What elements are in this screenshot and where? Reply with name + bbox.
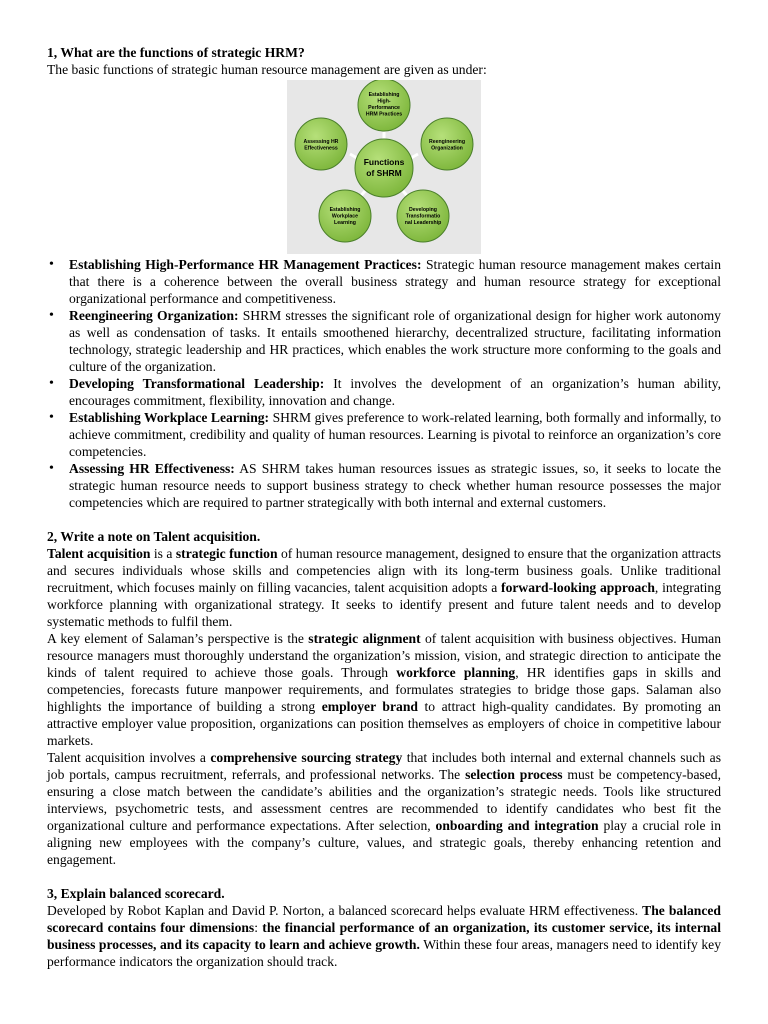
list-item [69, 307, 721, 375]
arrow-right [411, 154, 418, 158]
section1-intro: The basic functions of strategic human resource management are given as under: [47, 62, 487, 77]
bullet-text: It involves the development of an organization’s human ability, encourages commitment, flexibility, innovation and change. [69, 376, 721, 408]
text-run: of human resource management, designed to ensure that the organization attracts and secures individuals whose skills and competencies align with its long-term business goals. Unlike traditional recruitment, which focuses mainly on filling vacancies, talent acquisition adopts a [47, 546, 721, 595]
bold-run: onboarding and integration [435, 818, 599, 833]
node-bottom-right-line1: Developing [409, 207, 437, 213]
list-item [69, 375, 721, 409]
functions-list [47, 256, 721, 511]
bullet-title: Assessing HR Effectiveness: [69, 461, 235, 476]
bold-run: forward-looking approach [501, 580, 655, 595]
bold-run: strategic alignment [308, 631, 421, 646]
list-item [69, 256, 721, 307]
center-label-line2: of SHRM [366, 168, 402, 178]
bullet-text: SHRM stresses the significant role of organizational design for higher work autonomy as well as condensation of tasks. It entails smoothened hierarchy, decentralized structure, facilitating information technology, strategic leadership and HR practices, which enables the work structure more conforming to the goals and culture of the organization. [69, 308, 721, 374]
text-run: is a [150, 546, 176, 561]
bullet-text: SHRM gives preference to work-related learning, both formally and informally, to achieve commitment, credibility and quality of human resources. Learning is pivotal to reinforce an organization’s core competencies. [69, 410, 721, 459]
bold-run: The balanced scorecard contains four dimensions [47, 903, 721, 935]
section2-paragraph-1 [47, 545, 721, 630]
node-bottom-left-line1: Establishing [329, 207, 361, 213]
node-bottom-right-line3: nal Leadership [404, 220, 442, 226]
bullet-text: Strategic human resource management makes certain that there is a coherence between the overall business strategy and human resource strategy for exceptional organizational performance and competitiveness. [69, 257, 721, 306]
node-bottom-right-line2: Transformatio [405, 213, 441, 220]
node-top-line1: Establishing [368, 92, 400, 98]
text-run: , integrating workforce planning with organizational strategy. It seeks to identify present and future talent needs and to develop systematic methods to fulfil them. [47, 580, 721, 629]
bold-run: the financial performance of an organization, its customer service, its internal business processes, and its capacity to learn and achieve growth. [47, 920, 721, 952]
node-right-line1: Reengineering [428, 139, 466, 145]
text-run: Developed by Robot Kaplan and David P. Norton, a balanced scorecard helps evaluate HRM effectiveness. [47, 903, 643, 918]
node-bottom-left-line3: Learning [334, 220, 356, 226]
text-run: must be competency-based, ensuring a close match between the candidate’s abilities and the organization’s strategic needs. Tools like structured interviews, psychometric tests, and assessment centres are recommended to identify candidates who best fit the organizational culture and performance expectations. After selection, [47, 767, 721, 833]
section2-heading: 2, Write a note on Talent acquisition. [47, 529, 261, 544]
bold-run: comprehensive sourcing strategy [210, 750, 403, 765]
bold-run: selection process [465, 767, 563, 782]
bullet-title: Developing Transformational Leadership: [69, 376, 325, 391]
section-gap [47, 511, 721, 528]
section2-paragraph-3 [47, 749, 721, 868]
diagram-svg [287, 80, 481, 254]
bold-run: Talent acquisition [47, 546, 151, 561]
text-run: of talent acquisition with business objectives. Human resource managers must thoroughly understand the organization’s mission, vision, and strategic direction to anticipate the kinds of talent required to achieve those goals. Through [47, 631, 721, 680]
section3-heading: 3, Explain balanced scorecard. [47, 886, 225, 901]
bullet-text: AS SHRM takes human resources issues as strategic issues, so, it seeks to locate the strategic human resource needs to support business strategy to check whether human resource possesses the major competencies which are required to partner strategically with both internal and external customers. [69, 461, 722, 510]
text-run: A key element of Salaman’s perspective is the [47, 631, 309, 646]
node-right-line2: Organization [431, 145, 463, 152]
text-run: , HR identifies gaps in skills and competencies, forecasts future manpower requirements, and formulates strategies to bridge those gaps. Salaman also highlights the importance of building a strong [47, 665, 721, 714]
node-left-line1: Assessing HR [303, 139, 339, 145]
bold-run: employer brand [321, 699, 418, 714]
list-item [69, 460, 721, 511]
document-page [47, 44, 721, 970]
section3-paragraph-1 [47, 902, 721, 970]
arrow-left [350, 154, 357, 158]
bullet-title: Establishing High-Performance HR Management Practices: [69, 257, 422, 272]
text-run: : [254, 920, 263, 935]
text-run: that includes both internal and external channels such as job portals, campus recruitment, referrals, and professional networks. The [47, 750, 721, 782]
node-left-line2: Effectiveness [304, 145, 338, 152]
text-run: Talent acquisition involves a [47, 750, 211, 765]
node-top-line4: HRM Practices [365, 111, 403, 118]
section-gap [47, 868, 721, 885]
shrm-diagram-wrap [47, 80, 721, 254]
list-item [69, 409, 721, 460]
center-label-line1: Functions [363, 157, 405, 167]
text-run: to attract high-quality candidates. By promoting an attractive employer value proposition, organizations can position themselves as employers of choice in competitive labour markets. [47, 699, 721, 748]
node-top-line3: Performance [368, 105, 400, 111]
text-run: play a crucial role in aligning new employees with the company’s culture, values, and strategic goals, thereby enhancing retention and engagement. [47, 818, 721, 867]
node-top-line2: High- [377, 98, 391, 105]
bold-run: workforce planning [396, 665, 516, 680]
node-bottom-left-line2: Workplace [331, 213, 359, 220]
section2-paragraph-2 [47, 630, 721, 749]
shrm-functions-diagram [287, 80, 481, 254]
section1-heading: 1, What are the functions of strategic HRM? [47, 45, 305, 60]
bullet-title: Reengineering Organization: [69, 308, 239, 323]
bullet-title: Establishing Workplace Learning: [69, 410, 270, 425]
bold-run: strategic function [175, 546, 278, 561]
text-run: Within these four areas, managers need to identify key performance indicators the organization should track. [47, 937, 721, 969]
